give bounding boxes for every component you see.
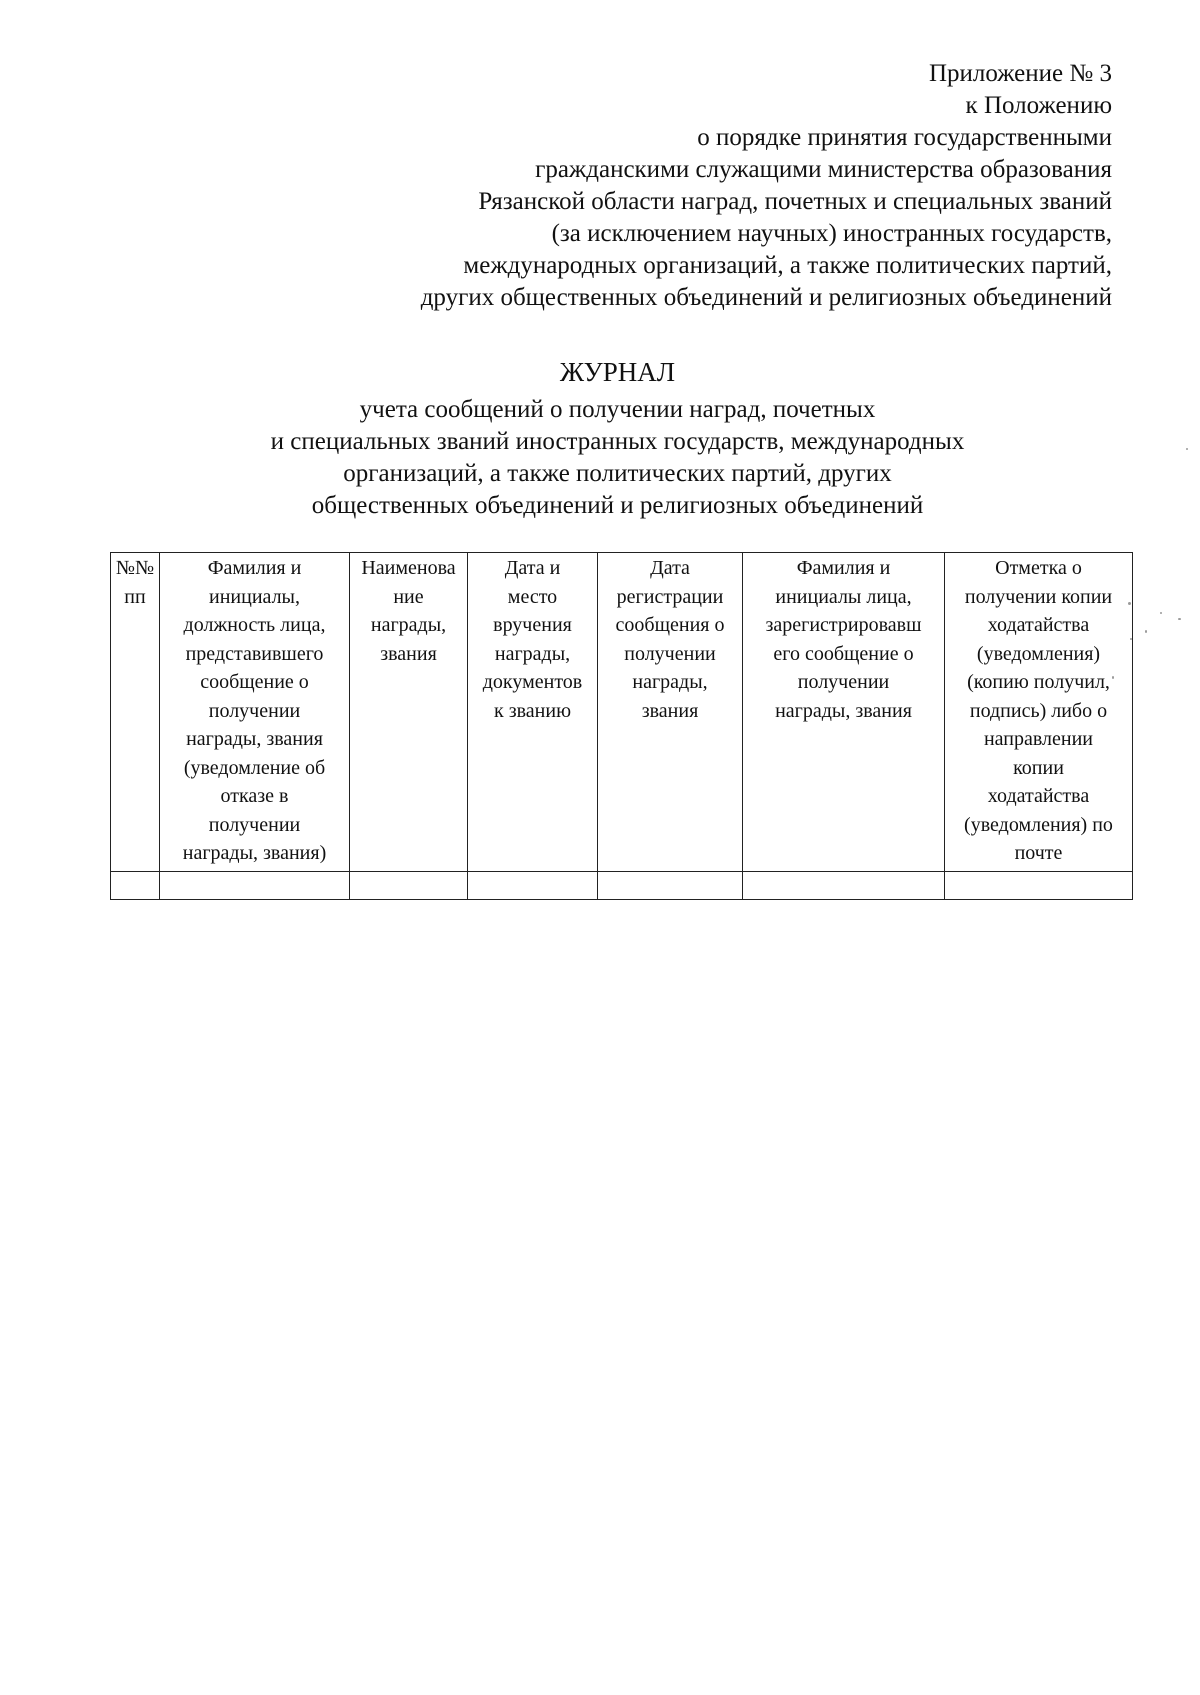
scan-speck [1128, 602, 1131, 605]
scan-speck [1160, 612, 1162, 614]
journal-title-block [100, 356, 1135, 522]
journal-table [110, 552, 1133, 900]
journal-subtitle-line: и специальных званий иностранных государств, международных [270, 428, 965, 455]
scan-speck [1130, 638, 1132, 640]
journal-subtitle-line: учета сообщений о получении наград, почетных [359, 396, 876, 423]
column-header-copy-mark: Отметка о получении копии ходатайства (уведомления) (копию получил, подпись) либо о направлении копии ходатайства (уведомления) по почте [945, 553, 1133, 872]
table-cell[interactable] [598, 871, 743, 899]
journal-subtitle-line: общественных объединений и религиозных объединений [311, 492, 924, 519]
column-header-registration-date: Дата регистрации сообщения о получении награды, звания [598, 553, 743, 872]
appendix-line: Рязанской области наград, почетных и специальных званий [478, 188, 1112, 215]
scan-speck [1112, 676, 1114, 679]
scan-speck [1186, 448, 1188, 450]
column-header-number: №№ пп [111, 553, 160, 872]
journal-subtitle-line: организаций, а также политических партий, других [343, 460, 892, 487]
column-header-submitter: Фамилия и инициалы, должность лица, представившего сообщение о получении награды, звания (уведомление об отказе в получении награды, звания) [160, 553, 350, 872]
table-cell[interactable] [468, 871, 598, 899]
scan-speck [1178, 618, 1181, 620]
table-cell[interactable] [743, 871, 945, 899]
appendix-header [421, 58, 1112, 314]
scan-speck [1145, 630, 1147, 633]
appendix-line: к Положению [965, 92, 1112, 119]
journal-heading: ЖУРНАЛ [559, 357, 676, 387]
table-header-row [111, 553, 1133, 872]
column-header-registrar: Фамилия и инициалы лица, зарегистрировавш его сообщение о получении награды, звания [743, 553, 945, 872]
table-cell[interactable] [350, 871, 468, 899]
table-row [111, 871, 1133, 899]
appendix-line: международных организаций, а также политических партий, [463, 252, 1112, 279]
appendix-line: (за исключением научных) иностранных государств, [551, 220, 1112, 247]
appendix-line: о порядке принятия государственными [697, 124, 1112, 151]
column-header-award-date-place: Дата и место вручения награды, документов к званию [468, 553, 598, 872]
table-cell[interactable] [111, 871, 160, 899]
table-cell[interactable] [945, 871, 1133, 899]
appendix-line: других общественных объединений и религиозных объединений [420, 284, 1112, 311]
table-cell[interactable] [160, 871, 350, 899]
appendix-line: Приложение № 3 [928, 60, 1112, 87]
appendix-line: гражданскими служащими министерства образования [535, 156, 1112, 183]
column-header-award-name: Наименова ние награды, звания [350, 553, 468, 872]
